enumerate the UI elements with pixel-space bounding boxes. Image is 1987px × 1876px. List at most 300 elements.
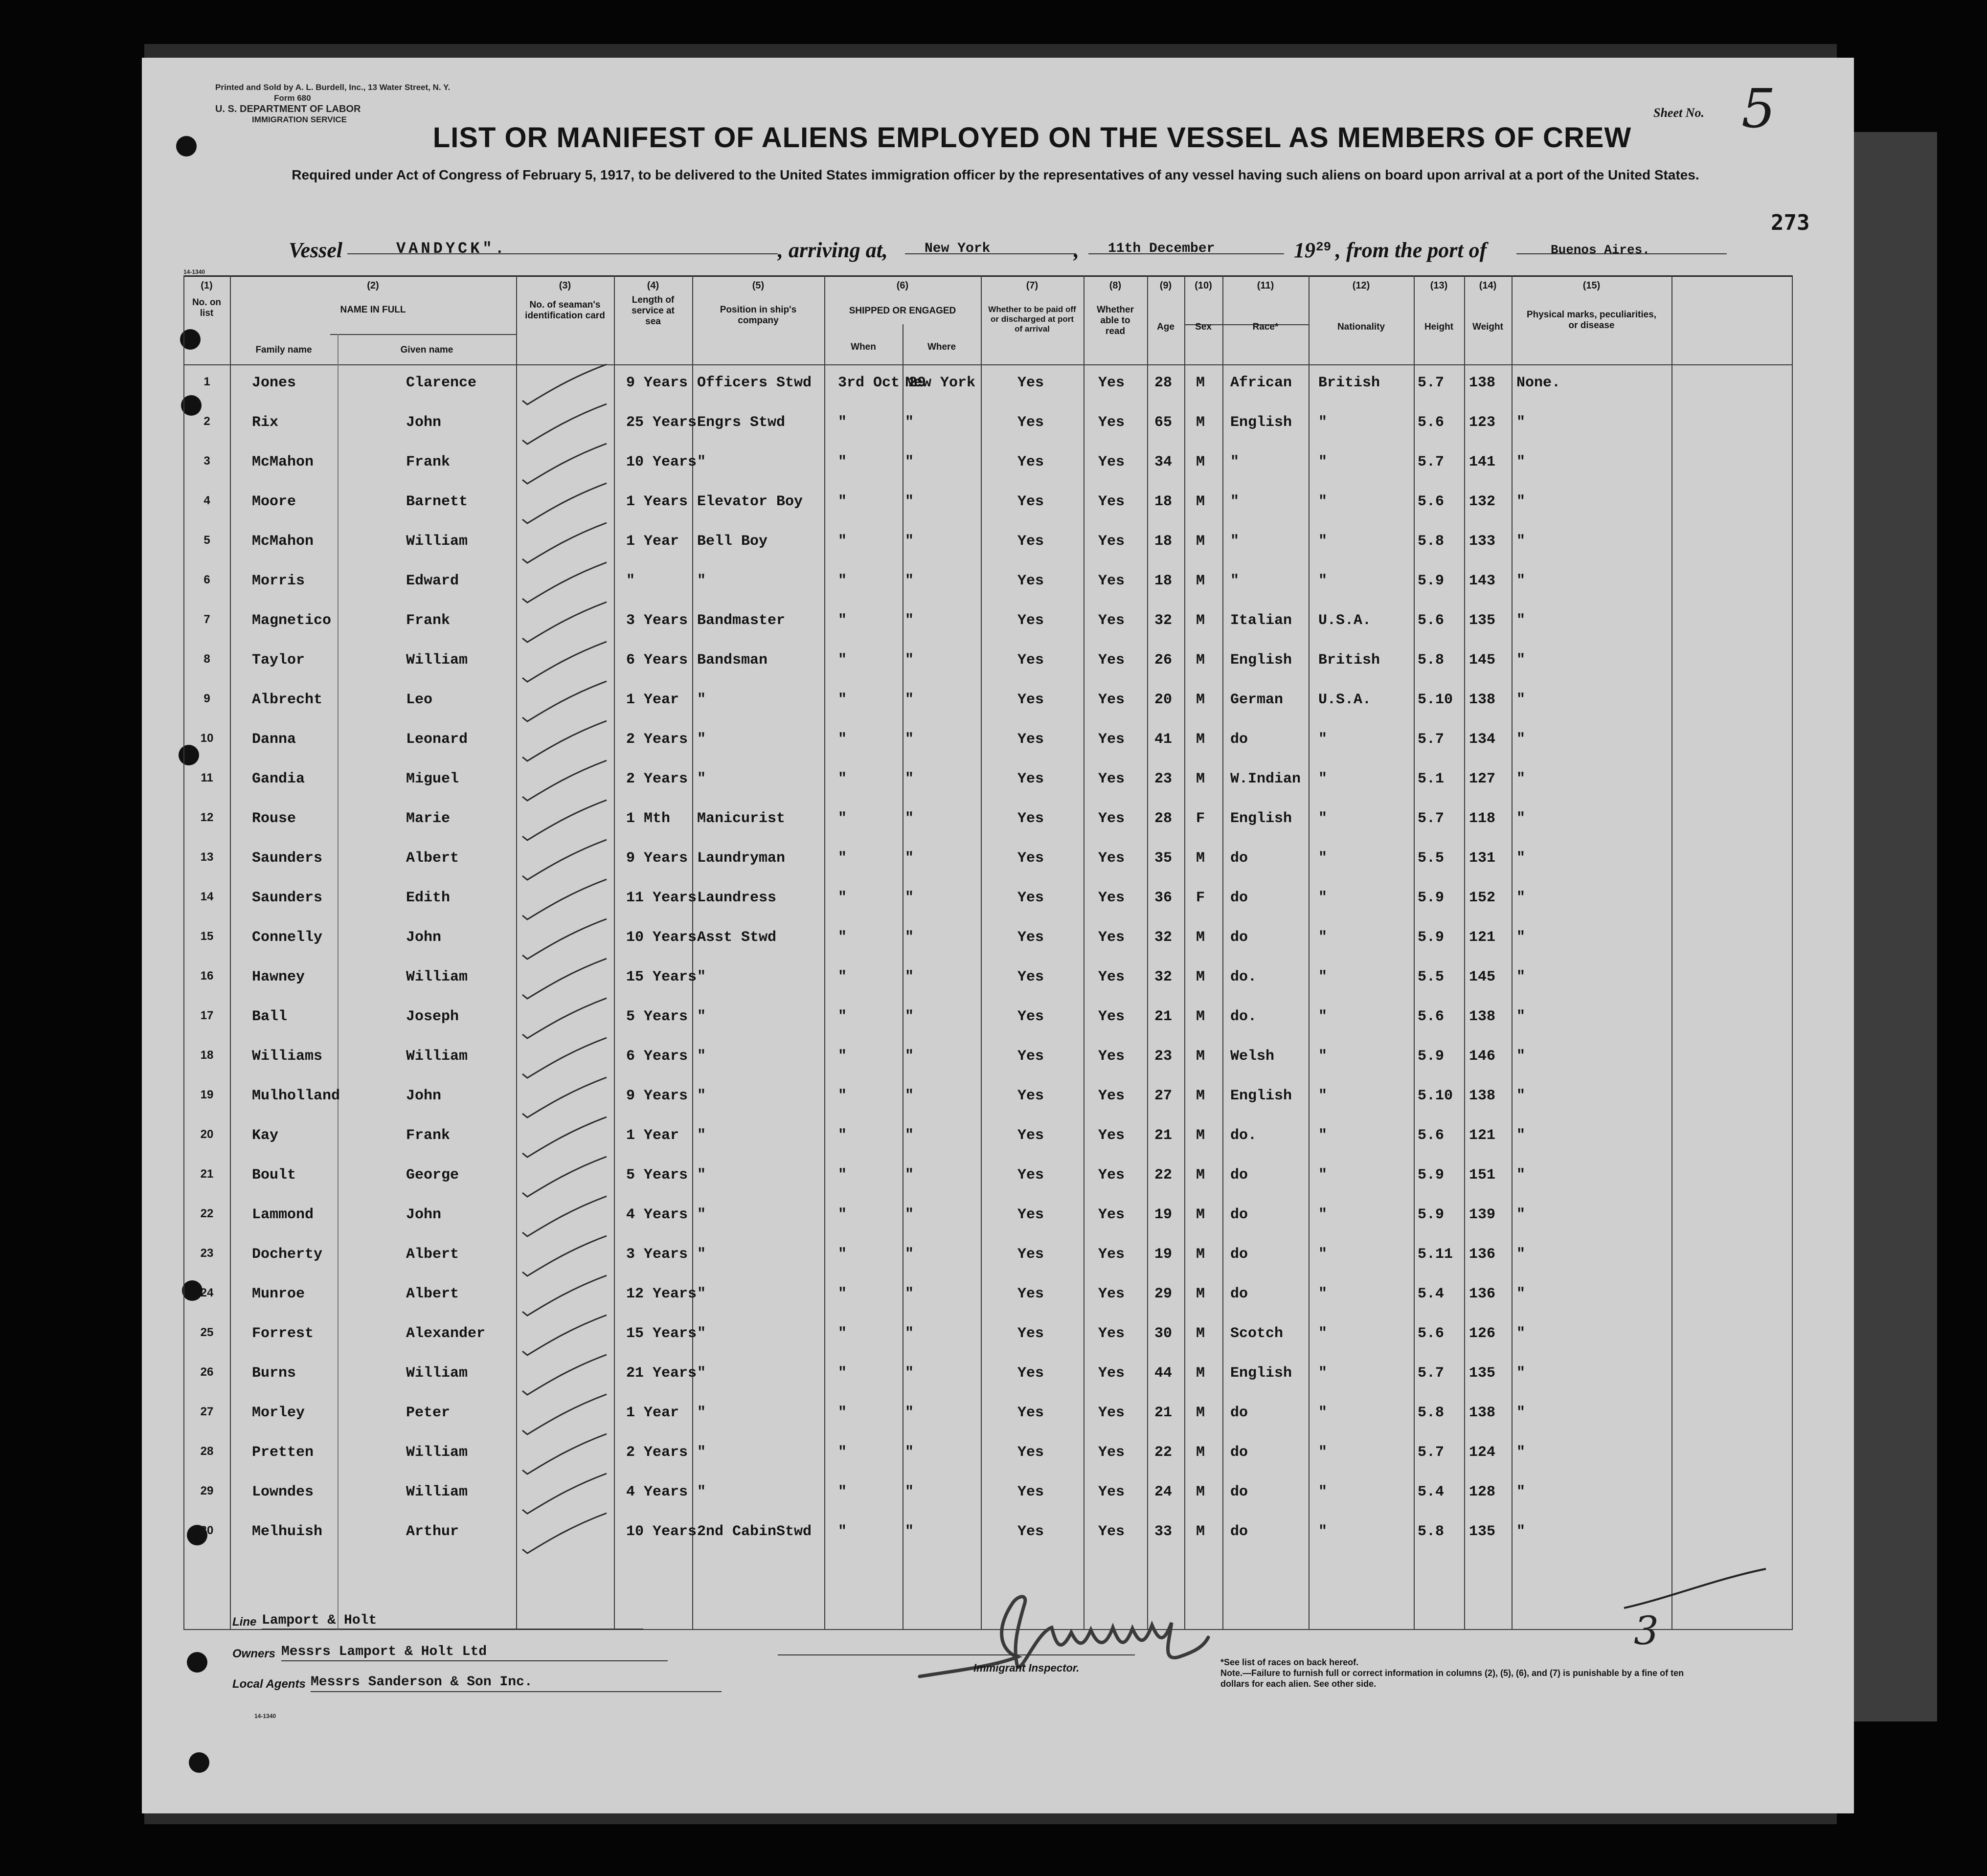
header-sex: Sex [1195,322,1212,332]
cell-race: do [1230,731,1248,748]
cell-position: " [697,969,706,985]
comma-sep: , [1074,238,1079,262]
row-number: 8 [203,652,210,666]
cell-family: Jones [252,375,296,391]
cell-height: 5.7 [1418,731,1445,748]
cell-marks: " [1516,1246,1526,1263]
stamp-number: 273 [1771,210,1810,235]
cell-when: " [838,414,847,431]
row-number: 19 [200,1088,214,1101]
cell-sex: M [1196,731,1205,748]
cell-when: " [838,1484,847,1500]
cell-paid: Yes [1017,1246,1044,1263]
cell-where: " [905,533,914,550]
cell-race: English [1230,1088,1292,1104]
cell-marks: " [1516,771,1526,787]
cell-service: 11 Years [626,890,697,906]
cell-when: " [838,1365,847,1382]
cell-family: Burns [252,1365,296,1382]
cell-paid: Yes [1017,692,1044,708]
cell-sex: M [1196,692,1205,708]
cell-read: Yes [1098,929,1125,946]
cell-sex: M [1196,533,1205,550]
cell-age: 34 [1154,454,1173,470]
cell-service: 1 Year [626,1405,679,1421]
cell-read: Yes [1098,375,1125,391]
table-row [183,1402,1793,1442]
cell-race: " [1230,493,1240,510]
cell-sex: M [1196,375,1205,391]
cell-position: " [697,1008,706,1025]
cell-when: " [838,1088,847,1104]
check-mark-icon [519,759,616,803]
row-number: 29 [200,1484,214,1497]
cell-family: Gandia [252,771,305,787]
colnum-5: (5) [752,280,765,291]
cell-where: " [905,652,914,669]
cell-position: " [697,1206,706,1223]
cell-paid: Yes [1017,1405,1044,1421]
cell-given: Albert [406,1246,459,1263]
cell-where: " [905,493,914,510]
cell-race: W.Indian [1230,771,1301,787]
cell-age: 23 [1154,1048,1173,1065]
cell-read: Yes [1098,533,1125,550]
row-number: 10 [200,732,214,745]
cell-read: Yes [1098,731,1125,748]
cell-paid: Yes [1017,533,1044,550]
cell-position: " [697,1405,706,1421]
cell-age: 26 [1154,652,1173,669]
row-number: 5 [203,534,210,547]
cell-read: Yes [1098,1286,1125,1302]
cell-when: " [838,850,847,867]
cell-height: 5.9 [1418,1048,1445,1065]
cell-when: " [838,929,847,946]
cell-family: Docherty [252,1246,323,1263]
line-label: Line [232,1615,257,1629]
cell-paid: Yes [1017,731,1044,748]
cell-race: " [1230,573,1240,589]
cell-sex: M [1196,454,1205,470]
cell-when: " [838,1405,847,1421]
cell-race: do. [1230,1008,1257,1025]
header-physical-marks: Physical marks, peculiarities, or disease [1526,310,1657,331]
cell-height: 5.7 [1418,1444,1445,1461]
crew-table [183,275,1793,1630]
cell-race: do [1230,1405,1248,1421]
cell-height: 5.9 [1418,1167,1445,1184]
arrival-date: 11th December [1108,241,1215,256]
handwritten-mark: 3 [1634,1608,1659,1653]
cell-weight: 138 [1469,692,1496,708]
cell-nationality: " [1318,1365,1328,1382]
cell-service: 21 Years [626,1365,697,1382]
cell-age: 32 [1154,612,1173,629]
cell-service: 4 Years [626,1206,688,1223]
cell-weight: 143 [1469,573,1496,589]
cell-service: 1 Year [626,533,679,550]
cell-age: 22 [1154,1444,1173,1461]
check-mark-icon [519,719,616,763]
cell-where: " [905,929,914,946]
cell-weight: 152 [1469,890,1496,906]
cell-weight: 133 [1469,533,1496,550]
table-row [183,610,1793,649]
cell-marks: " [1516,454,1526,470]
cell-given: Edith [406,890,451,906]
cell-age: 22 [1154,1167,1173,1184]
table-row [183,966,1793,1006]
cell-service: 5 Years [626,1008,688,1025]
cell-sex: M [1196,771,1205,787]
row-number: 22 [200,1207,214,1220]
cell-race: English [1230,810,1292,827]
row-number: 16 [200,969,214,983]
cell-family: Connelly [252,929,323,946]
cell-when: " [838,1444,847,1461]
cell-read: Yes [1098,890,1125,906]
cell-family: McMahon [252,454,314,470]
cell-weight: 151 [1469,1167,1496,1184]
cell-read: Yes [1098,692,1125,708]
printer-line: Printed and Sold by A. L. Burdell, Inc., 13 Water Street, N. Y. [215,83,451,92]
cell-marks: " [1516,533,1526,550]
cell-nationality: U.S.A. [1318,612,1372,629]
cell-nationality: " [1318,1405,1328,1421]
cell-given: William [406,1048,468,1065]
cell-read: Yes [1098,1048,1125,1065]
cell-service: 15 Years [626,969,697,985]
from-port: Buenos Aires. [1551,243,1650,257]
cell-marks: " [1516,1444,1526,1461]
cell-height: 5.7 [1418,810,1445,827]
cell-race: Welsh [1230,1048,1275,1065]
cell-paid: Yes [1017,1444,1044,1461]
cell-marks: " [1516,850,1526,867]
cell-paid: Yes [1017,1286,1044,1302]
check-mark-icon [519,1115,616,1159]
cell-height: 5.5 [1418,969,1445,985]
cell-race: English [1230,414,1292,431]
form-number: Form 680 [274,93,311,103]
cell-where: " [905,692,914,708]
cell-service: 9 Years [626,1088,688,1104]
cell-read: Yes [1098,1167,1125,1184]
cell-where: " [905,1484,914,1500]
header-paid-off: Whether to be paid off or discharged at port of arrival [988,305,1076,334]
cell-paid: Yes [1017,652,1044,669]
table-row [183,689,1793,729]
agents-fill [311,1691,722,1692]
cell-position: Asst Stwd [697,929,777,946]
cell-age: 21 [1154,1008,1173,1025]
cell-sex: M [1196,850,1205,867]
cell-weight: 138 [1469,375,1496,391]
owners-fill [281,1660,668,1661]
cell-where: " [905,612,914,629]
check-mark-icon [519,442,616,486]
check-mark-icon [519,679,616,723]
cell-race: do. [1230,969,1257,985]
cell-where: New York [905,375,976,391]
cell-position: " [697,692,706,708]
cell-race: do [1230,890,1248,906]
check-mark-icon [519,560,616,604]
cell-when: " [838,533,847,550]
cell-weight: 131 [1469,850,1496,867]
cell-position: " [697,1325,706,1342]
row-number: 4 [203,494,210,507]
cell-read: Yes [1098,1246,1125,1263]
cell-family: Lammond [252,1206,314,1223]
cell-family: Magnetico [252,612,332,629]
cell-family: McMahon [252,533,314,550]
check-mark-icon [519,917,616,961]
cell-position: 2nd CabinStwd [697,1523,812,1540]
check-mark-icon [519,1313,616,1357]
punch-hole [176,136,197,156]
check-mark-icon [519,957,616,1001]
service-label: IMMIGRATION SERVICE [252,115,347,124]
cell-race: Italian [1230,612,1292,629]
colnum-10: (10) [1195,280,1212,291]
cell-service: 1 Year [626,692,679,708]
check-mark-icon [519,362,616,406]
cell-paid: Yes [1017,771,1044,787]
cell-position: Laundryman [697,850,786,867]
cell-marks: " [1516,1523,1526,1540]
cell-height: 5.6 [1418,414,1445,431]
cell-age: 27 [1154,1088,1173,1104]
cell-position: " [697,454,706,470]
cell-age: 24 [1154,1484,1173,1500]
cell-where: " [905,969,914,985]
cell-read: Yes [1098,1444,1125,1461]
cell-family: Boult [252,1167,296,1184]
cell-weight: 135 [1469,1523,1496,1540]
cell-paid: Yes [1017,1167,1044,1184]
cell-race: do [1230,1167,1248,1184]
check-mark-icon [519,1432,616,1476]
header-position: Position in ship's company [720,305,797,326]
cell-height: 5.8 [1418,1405,1445,1421]
check-mark-icon [519,996,616,1040]
row-number: 15 [200,930,214,943]
cell-where: " [905,850,914,867]
cell-position: " [697,1365,706,1382]
cell-given: Frank [406,1127,451,1144]
cell-nationality: " [1318,1523,1328,1540]
cell-marks: None. [1516,375,1561,391]
cell-position: " [697,1286,706,1302]
row-number: 14 [200,890,214,903]
cell-service: 2 Years [626,731,688,748]
cell-race: English [1230,1365,1292,1382]
cell-height: 5.7 [1418,375,1445,391]
cell-read: Yes [1098,969,1125,985]
cell-service: 9 Years [626,375,688,391]
row-number: 6 [203,573,210,586]
cell-position: " [697,1444,706,1461]
cell-nationality: " [1318,1008,1328,1025]
check-mark-icon [519,838,616,882]
cell-position: " [697,1048,706,1065]
cell-nationality: " [1318,533,1328,550]
cell-given: Frank [406,454,451,470]
table-row [183,372,1793,412]
colnum-6: (6) [896,280,909,291]
cell-nationality: " [1318,1444,1328,1461]
cell-age: 20 [1154,692,1173,708]
cell-height: 5.1 [1418,771,1445,787]
cell-position: " [697,1088,706,1104]
cell-given: William [406,1365,468,1382]
check-mark-icon [519,798,616,842]
cell-paid: Yes [1017,929,1044,946]
colnum-8: (8) [1109,280,1122,291]
table-row [183,1244,1793,1283]
cell-weight: 141 [1469,454,1496,470]
cell-family: Albrecht [252,692,323,708]
cell-when: " [838,1008,847,1025]
cell-given: William [406,652,468,669]
cell-marks: " [1516,1167,1526,1184]
cell-age: 19 [1154,1206,1173,1223]
cell-weight: 136 [1469,1246,1496,1263]
cell-weight: 136 [1469,1286,1496,1302]
cell-family: Hawney [252,969,305,985]
cell-position: " [697,1167,706,1184]
cell-race: do [1230,1246,1248,1263]
cell-when: " [838,969,847,985]
check-mark-icon [519,1194,616,1238]
cell-family: Saunders [252,850,323,867]
cell-paid: Yes [1017,1048,1044,1065]
cell-where: " [905,1325,914,1342]
cell-marks: " [1516,1325,1526,1342]
cell-age: 21 [1154,1405,1173,1421]
cell-given: Peter [406,1405,451,1421]
check-mark-icon [519,1036,616,1080]
table-row [183,570,1793,610]
cell-where: " [905,1405,914,1421]
cell-sex: M [1196,1167,1205,1184]
cell-service: 2 Years [626,771,688,787]
cell-marks: " [1516,1206,1526,1223]
cell-nationality: " [1318,810,1328,827]
cell-marks: " [1516,810,1526,827]
pen-stroke [1619,1559,1776,1613]
cell-nationality: " [1318,454,1328,470]
check-mark-icon [519,1155,616,1199]
cell-when: " [838,1325,847,1342]
row-number: 12 [200,811,214,824]
cell-given: John [406,929,442,946]
row-number: 17 [200,1009,214,1022]
cell-position: Bandmaster [697,612,786,629]
cell-sex: M [1196,1127,1205,1144]
cell-nationality: " [1318,1286,1328,1302]
cell-race: do [1230,929,1248,946]
cell-sex: M [1196,1325,1205,1342]
table-row [183,848,1793,887]
cell-weight: 124 [1469,1444,1496,1461]
row-number: 11 [201,771,213,784]
cell-race: German [1230,692,1284,708]
header-shipped-engaged: SHIPPED OR ENGAGED [849,306,956,316]
failure-note: Note.—Failure to furnish full or correct information in columns (2), (5), (6), and (7) is punishable by a fine of ten dollars for each alien. See other side. [1220,1668,1684,1689]
cell-race: " [1230,454,1240,470]
cell-given: Joseph [406,1008,459,1025]
cell-read: Yes [1098,771,1125,787]
cell-race: do [1230,1206,1248,1223]
cell-where: " [905,414,914,431]
table-row [183,1006,1793,1046]
cell-marks: " [1516,1286,1526,1302]
cell-nationality: " [1318,1088,1328,1104]
cell-height: 5.6 [1418,612,1445,629]
table-row [183,887,1793,927]
sheet-number-label: Sheet No. [1653,106,1704,120]
colnum-1: (1) [201,280,213,291]
punch-hole [189,1752,209,1773]
cell-service: 1 Year [626,1127,679,1144]
cell-read: Yes [1098,810,1125,827]
cell-marks: " [1516,1484,1526,1500]
cell-where: " [905,1365,914,1382]
cell-sex: M [1196,1048,1205,1065]
cell-read: Yes [1098,454,1125,470]
table-row [183,412,1793,451]
cell-given: Arthur [406,1523,459,1540]
cell-given: Clarence [406,375,477,391]
header-where: Where [927,342,956,352]
cell-weight: 128 [1469,1484,1496,1500]
cell-service: 10 Years [626,454,697,470]
cell-age: 29 [1154,1286,1173,1302]
cell-read: Yes [1098,1127,1125,1144]
cell-where: " [905,1008,914,1025]
form-code-bottom: 14-1340 [254,1713,276,1720]
cell-given: Alexander [406,1325,486,1342]
table-row [183,491,1793,531]
cell-paid: Yes [1017,810,1044,827]
row-number: 9 [203,692,210,705]
cell-family: Williams [252,1048,323,1065]
cell-height: 5.6 [1418,1008,1445,1025]
table-row [183,1046,1793,1085]
cell-marks: " [1516,969,1526,985]
colnum-4: (4) [647,280,659,291]
cell-read: Yes [1098,1206,1125,1223]
cell-age: 32 [1154,929,1173,946]
table-row [183,649,1793,689]
cell-sex: M [1196,1206,1205,1223]
cell-height: 5.8 [1418,652,1445,669]
cell-nationality: " [1318,929,1328,946]
cell-paid: Yes [1017,573,1044,589]
cell-age: 28 [1154,375,1173,391]
cell-height: 5.6 [1418,1127,1445,1144]
row-number: 20 [200,1128,214,1141]
cell-when: " [838,692,847,708]
cell-marks: " [1516,493,1526,510]
cell-sex: F [1196,810,1205,827]
cell-family: Taylor [252,652,305,669]
cell-weight: 139 [1469,1206,1496,1223]
check-mark-icon [519,1353,616,1397]
